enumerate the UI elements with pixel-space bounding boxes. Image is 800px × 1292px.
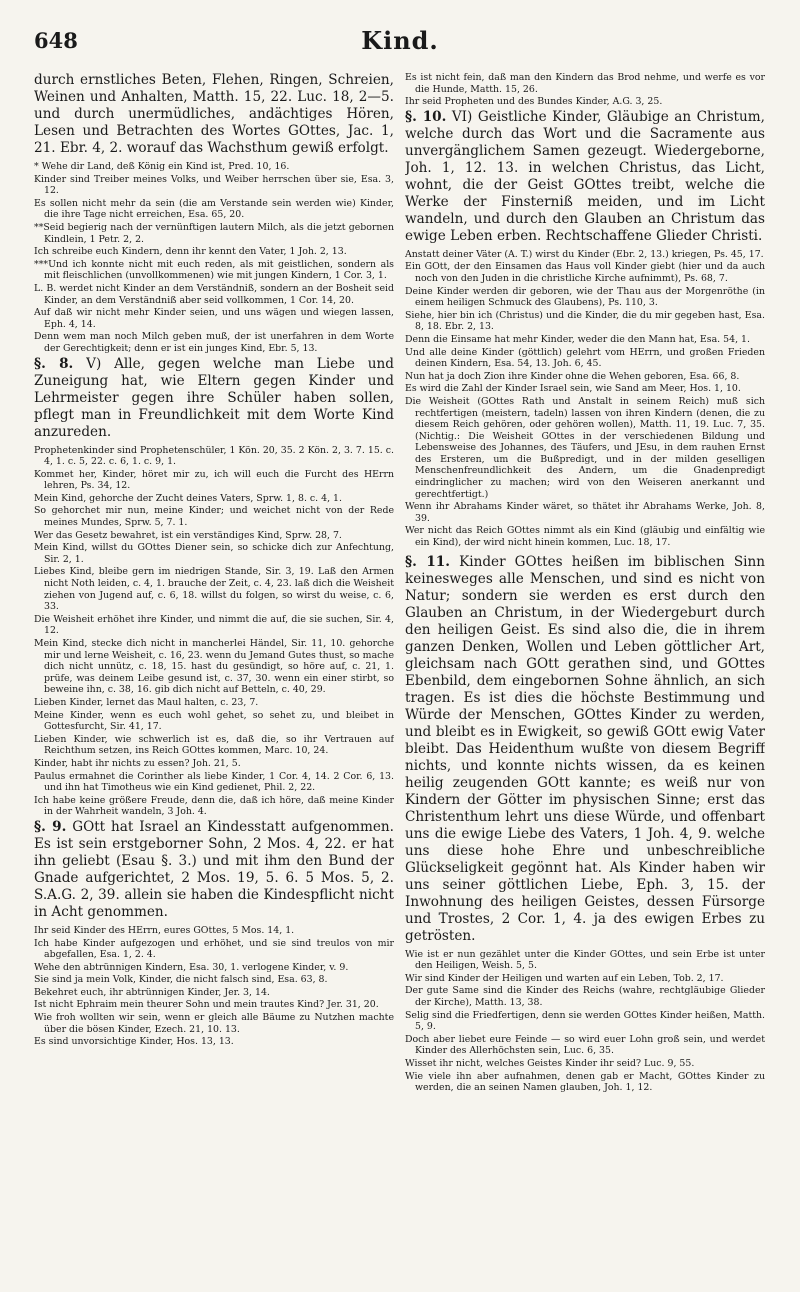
citation-line bbox=[34, 259, 394, 282]
citation-text: Wer das Gesetz bewahret, ist ein verständiges Kind, Sprw. 28, 7. bbox=[34, 529, 342, 541]
citation-text: Wenn ihr Abrahams Kinder wäret, so thätet ihr Abrahams Werke, Joh. 8, 39. bbox=[405, 501, 765, 524]
citation-line bbox=[405, 949, 765, 972]
citation-line bbox=[405, 985, 765, 1008]
citation-text: Prophetenkinder sind Prophetenschüler, 1 Kön. 20, 35. 2 Kön. 2, 3. 7. 15. c. 4, 1. c. 5, 22. c. 6, 1. c. 9, 1. bbox=[34, 444, 394, 468]
citation-text: Mein Kind, willst du GOttes Diener sein, so schicke dich zur Anfechtung, Sir. 2, 1. bbox=[34, 542, 394, 565]
citation-line bbox=[405, 501, 765, 524]
citation-line bbox=[34, 758, 394, 770]
citation-line bbox=[34, 331, 394, 354]
citation-text: Die Weisheit (GOttes Rath und Anstalt in seinem Reich) muß sich rechtfertigen (meistern, tadeln) lassen von ihren Kindern (denen, die zu diesem Reich gehören, oder gehören wollen), Matth. 11, 19. Luc. 7, 35. (Nichtig.: Die Weisheit GOttes in der verschiedenen Bildung und Lebensweise des Johannes, des Täufers, und JEsu, in dem rauhen Ernst des Ersteren, um die Bußpredigt, und in der milden geselligen Menschenfreundlichkeit des Andern, um die Gnadenpredigt eindringlicher zu machen; wird von den Weiseren anerkannt und gerechtfertigt.) bbox=[405, 395, 765, 500]
citation-text: Denn wem man noch Milch geben muß, der ist unerfahren in dem Worte der Gerechtigkeit; denn er ist ein junges Kind, Ebr. 5, 13. bbox=[34, 331, 394, 354]
citation-text: Ein GOtt, der den Einsamen das Haus voll Kinder giebt (hier und da auch noch von den Juden in die christliche Kirche aufnimmt), Ps. 68, 7. bbox=[405, 261, 765, 284]
paragraph-text: VI) Geistliche Kinder, Gläubige an Christum, welche durch das Wort und die Sacramente aus unvergänglichem Samen gezeugt. Wiedergeborne, Joh. 1, 12. 13. in welchen Christus, das Licht, wohnt, die der Geist GOttes treibt, welche die Werke der Finsterniß meiden, und im Licht wandeln, und durch den Glauben an Christum das ewige Leben erben. Rechtschaffene Glieder Christi. bbox=[405, 108, 765, 244]
citation-line bbox=[34, 445, 394, 468]
citation-text: Wir sind Kinder der Heiligen und warten auf ein Leben, Tob. 2, 17. bbox=[405, 972, 724, 984]
citation-text: Wie viele ihn aber aufnahmen, denen gab er Macht, GOttes Kinder zu werden, die an seinen Namen glauben, Joh. 1, 12. bbox=[405, 1070, 765, 1094]
citation-text: Paulus ermahnet die Corinther als liebe Kinder, 1 Cor. 4, 14. 2 Cor. 6, 13. und ihn hat Timotheus wie ein Kind gedienet, Phil. 2, 22. bbox=[34, 770, 394, 794]
citation-text: Ist nicht Ephraim mein theurer Sohn und mein trautes Kind? Jer. 31, 20. bbox=[34, 999, 379, 1011]
paragraph-text: Kinder GOttes heißen im biblischen Sinn keinesweges alle Menschen, und sind es nicht von Natur; sondern sie werden es erst durch den Glauben an Christum, in der Wiedergeburt durch den heiligen Geist. Es sind also die, die in ihrem ganzen Denken, Wollen und Leben göttlicher Art, gleichsam nach GOtt gerathen sind, und GOttes Ebenbild, dem eingebornen Sohne ähnlich, an sich tragen. Es ist dies die höchste Bestimmung und Würde der Menschen, GOttes Kinder zu werden, und bleibt es in Ewigkeit, so gewiß GOtt ewig Vater bleibt. Das Heidenthum wußte von diesem Begriff nichts, und konnte nichts wissen, da es keinen heilig zeugenden GOtt kannte; es weiß nur von Kindern der Götter im physischen Sinne; erst das Christenthum lehrt uns diese Würde, und offenbart uns die ewige Liebe des Vaters, 1 Joh. 4, 9. welche uns diese hohe Ehre und unbeschreibliche Glückseligkeit gegönnt hat. Als Kinder haben wir uns seiner göttlichen Liebe, Eph. 3, 15. der Inwohnung des heiligen Geistes, dessen Fürsorge und Trostes, 2 Cor. 1, 4. ja des ewigen Erbes zu getrösten. bbox=[405, 553, 765, 944]
citation-text: ***Und ich konnte nicht mit euch reden, als mit geistlichen, sondern als mit fleischlichen (unvollkommenen) wie mit jungen Kindern, 1 Cor. 3, 1. bbox=[34, 258, 394, 282]
body-paragraph bbox=[34, 72, 394, 157]
citation-text: Die Weisheit erhöhet ihre Kinder, und nimmt die auf, die sie suchen, Sir. 4, 12. bbox=[34, 613, 394, 637]
citation-line bbox=[34, 697, 394, 709]
body-paragraph bbox=[405, 109, 765, 245]
citation-line bbox=[405, 72, 765, 95]
citation-line bbox=[34, 469, 394, 492]
citation-line bbox=[405, 973, 765, 985]
paragraph-text: durch ernstliches Beten, Flehen, Ringen, Schreien, Weinen und Anhalten, Matth. 15, 22. Luc. 18, 2—5. und durch unermüdliches, andächtiges Hören, Lesen und Betrachten des Wortes GOttes, Jac. 1, 21. Ebr. 4, 2. worauf das Wachsthum gewiß erfolgt. bbox=[34, 72, 394, 156]
citation-text: Wie ist er nun gezählet unter die Kinder GOttes, und sein Erbe ist unter den Heiligen, Weish. 5, 5. bbox=[405, 948, 765, 972]
section-number: §. 10. bbox=[405, 108, 447, 125]
citation-text: Sie sind ja mein Volk, Kinder, die nicht falsch sind, Esa. 63, 8. bbox=[34, 974, 328, 986]
right-column bbox=[405, 72, 765, 1282]
citation-text: Ihr seid Propheten und des Bundes Kinder, A.G. 3, 25. bbox=[405, 96, 663, 108]
citation-line bbox=[405, 1071, 765, 1094]
citation-line bbox=[34, 962, 394, 974]
citation-text: Anstatt deiner Väter (A. T.) wirst du Kinder (Ebr. 2, 13.) kriegen, Ps. 45, 17. bbox=[405, 248, 764, 260]
citation-line bbox=[34, 542, 394, 565]
citation-line bbox=[34, 222, 394, 245]
citation-line bbox=[34, 925, 394, 937]
citation-line bbox=[405, 347, 765, 370]
citation-line bbox=[34, 771, 394, 794]
citation-line bbox=[34, 734, 394, 757]
citation-line bbox=[405, 310, 765, 333]
citation-text: Auf daß wir nicht mehr Kinder seien, und uns wägen und wiegen lassen, Eph. 4, 14. bbox=[34, 307, 394, 330]
citation-text: Mein Kind, gehorche der Zucht deines Vaters, Sprw. 1, 8. c. 4, 1. bbox=[34, 492, 342, 504]
paragraph-text: V) Alle, gegen welche man Liebe und Zuneigung hat, wie Eltern gegen Kinder und Lehrmeister gegen ihre Schüler haben sollen, pflegt man in Freundlichkeit mit dem Worte Kind anzureden. bbox=[34, 355, 394, 440]
citation-line bbox=[34, 246, 394, 258]
running-headword: Kind. bbox=[361, 26, 439, 55]
citation-text: Ich habe Kinder aufgezogen und erhöhet, und sie sind treulos von mir abgefallen, Esa. 1, 2. 4. bbox=[34, 937, 394, 961]
citation-line bbox=[34, 974, 394, 986]
citation-text: Es sollen nicht mehr da sein (die am Verstande sein werden wie) Kinder, die ihre Tage nicht erreichen, Esa. 65, 20. bbox=[34, 197, 394, 221]
citation-text: Ich schreibe euch Kindern, denn ihr kennt den Vater, 1 Joh. 2, 13. bbox=[34, 246, 347, 258]
citation-line bbox=[405, 371, 765, 383]
citation-line bbox=[34, 505, 394, 528]
citation-line bbox=[34, 614, 394, 637]
citation-line bbox=[405, 1058, 765, 1070]
citation-line bbox=[34, 1036, 394, 1048]
citation-text: Kinder sind Treiber meines Volks, und Weiber herrschen über sie, Esa. 3, 12. bbox=[34, 173, 394, 197]
citation-line bbox=[405, 1034, 765, 1057]
citation-line bbox=[34, 987, 394, 999]
citation-text: L. B. werdet nicht Kinder an dem Verständniß, sondern an der Bosheit seid Kinder, an dem Verständniß aber seid vollkommen, 1 Cor. 14, 20. bbox=[34, 282, 394, 306]
citation-text: Lieben Kinder, wie schwerlich ist es, daß die, so ihr Vertrauen auf Reichthum setzen, ins Reich GOttes kommen, Marc. 10, 24. bbox=[34, 733, 394, 757]
section-number: §. 8. bbox=[34, 355, 74, 372]
citation-line bbox=[405, 334, 765, 346]
citation-text: Es sind unvorsichtige Kinder, Hos. 13, 13. bbox=[34, 1036, 234, 1048]
citation-line bbox=[34, 174, 394, 197]
citation-text: Wer nicht das Reich GOttes nimmt als ein Kind (gläubig und einfältig wie ein Kind), der wird nicht hinein kommen, Luc. 18, 17. bbox=[405, 525, 765, 549]
citation-line bbox=[34, 638, 394, 696]
citation-text: Selig sind die Friedfertigen, denn sie werden GOttes Kinder heißen, Matth. 5, 9. bbox=[405, 1009, 765, 1033]
citation-text: Denn die Einsame hat mehr Kinder, weder die den Mann hat, Esa. 54, 1. bbox=[405, 333, 750, 345]
citation-line bbox=[405, 286, 765, 309]
citation-line bbox=[34, 999, 394, 1011]
body-paragraph bbox=[405, 554, 765, 945]
citation-line bbox=[34, 710, 394, 733]
citation-line bbox=[405, 1010, 765, 1033]
citation-text: Wie froh wollten wir sein, wenn er gleich alle Bäume zu Nutzhen machte über die bösen Kinder, Ezech. 21, 10. 13. bbox=[34, 1012, 394, 1035]
citation-text: Mein Kind, stecke dich nicht in mancherlei Händel, Sir. 11, 10. gehorche mir und lerne Weisheit, c. 16, 23. wenn du Jemand Gutes thust, so mache dich nicht unnütz, c. 18, 15. hast du gesündigt, so höre auf, c. 21, 1. prüfe, was deinem Leibe gesund ist, c. 37, 30. wenn ein einer stirbt, so beweine ihn, c. 38, 16. gib dich nicht auf Betteln, c. 40, 29. bbox=[34, 638, 394, 696]
citation-text: Wisset ihr nicht, welches Geistes Kinder ihr seid? Luc. 9, 55. bbox=[405, 1057, 695, 1069]
citation-text: Meine Kinder, wenn es euch wohl gehet, so sehet zu, und bleibet in Gottesfurcht, Sir. 41, 17. bbox=[34, 709, 394, 733]
citation-text: * Wehe dir Land, deß König ein Kind ist, Pred. 10, 16. bbox=[34, 161, 290, 172]
page-number: 648 bbox=[34, 28, 78, 53]
left-column bbox=[34, 72, 394, 1282]
citation-text: Siehe, hier bin ich (Christus) und die Kinder, die du mir gegeben hast, Esa. 8, 18. Ebr. 2, 13. bbox=[405, 309, 765, 333]
citation-line bbox=[405, 261, 765, 284]
citation-line bbox=[34, 566, 394, 612]
citation-line bbox=[34, 198, 394, 221]
citation-text: Bekehret euch, ihr abtrünnigen Kinder, Jer. 3, 14. bbox=[34, 986, 270, 998]
citation-text: Der gute Same sind die Kinder des Reichs (wahre, rechtgläubige Glieder der Kirche), Matth. 13, 38. bbox=[405, 985, 765, 1008]
citation-line bbox=[34, 161, 394, 173]
citation-line bbox=[34, 307, 394, 330]
citation-line bbox=[34, 938, 394, 961]
citation-line bbox=[405, 249, 765, 261]
citation-text: Es wird die Zahl der Kinder Israel sein, wie Sand am Meer, Hos. 1, 10. bbox=[405, 383, 741, 395]
citation-line bbox=[34, 530, 394, 542]
citation-text: Ihr seid Kinder des HErrn, eures GOttes, 5 Mos. 14, 1. bbox=[34, 924, 295, 936]
citation-line bbox=[405, 383, 765, 395]
citation-line bbox=[34, 1012, 394, 1035]
body-paragraph bbox=[34, 356, 394, 441]
citation-text: So gehorchet mir nun, meine Kinder; und weichet nicht von der Rede meines Mundes, Sprw. 5, 7. 1. bbox=[34, 505, 394, 529]
section-number: §. 11. bbox=[405, 553, 450, 570]
citation-text: Ich habe keine größere Freude, denn die, daß ich höre, daß meine Kinder in der Wahrheit wandeln, 3 Joh. 4. bbox=[34, 794, 394, 818]
page-header bbox=[34, 18, 766, 58]
citation-text: Kinder, habt ihr nichts zu essen? Joh. 21, 5. bbox=[34, 757, 241, 769]
citation-line bbox=[34, 283, 394, 306]
citation-line bbox=[34, 493, 394, 505]
citation-text: Wehe den abtrünnigen Kindern, Esa. 30, 1. verlogene Kinder, v. 9. bbox=[34, 961, 349, 973]
citation-line bbox=[405, 396, 765, 500]
citation-text: Doch aber liebet eure Feinde — so wird euer Lohn groß sein, und werdet Kinder des Allerhöchsten sein, Luc. 6, 35. bbox=[405, 1033, 765, 1057]
citation-text: Und alle deine Kinder (göttlich) gelehrt vom HErrn, und großen Frieden deinen Kindern, Esa. 54, 13. Joh. 6, 45. bbox=[405, 346, 765, 370]
section-number: §. 9. bbox=[34, 818, 67, 835]
citation-text: Nun hat ja doch Zion ihre Kinder ohne die Wehen geboren, Esa. 66, 8. bbox=[405, 370, 740, 382]
citation-text: Liebes Kind, bleibe gern im niedrigen Stande, Sir. 3, 19. Laß den Armen nicht Noth leiden, c. 4, 1. brauche der Zeit, c. 4, 23. laß dich die Weisheit ziehen von Jugend auf, c. 6, 18. willst du folgen, so wirst du weise, c. 6, 33. bbox=[34, 566, 394, 613]
citation-text: Kommet her, Kinder, höret mir zu, ich will euch die Furcht des HErrn lehren, Ps. 34, 12. bbox=[34, 468, 394, 492]
citation-text: Lieben Kinder, lernet das Maul halten, c. 23, 7. bbox=[34, 696, 259, 708]
citation-text: **Seid begierig nach der vernünftigen lautern Milch, als die jetzt gebornen Kindlein, 1 Petr. 2, 2. bbox=[34, 221, 394, 245]
citation-line bbox=[405, 96, 765, 108]
paragraph-text: GOtt hat Israel an Kindesstatt aufgenommen. Es ist sein erstgeborner Sohn, 2 Mos. 4, 22. er hat ihn geliebt (Esau §. 3.) und mit ihm den Bund der Gnade aufgerichtet, 2 Mos. 19, 5. 6. 5 Mos. 5, 2. S.A.G. 2, 39. allein sie haben die Kindespflicht nicht in Acht genommen. bbox=[34, 818, 394, 920]
citation-text: Deine Kinder werden dir geboren, wie der Thau aus der Morgenröthe (in einem heiligen Schmuck des Glaubens), Ps. 110, 3. bbox=[405, 285, 765, 309]
citation-line bbox=[405, 525, 765, 548]
body-paragraph bbox=[34, 819, 394, 921]
citation-line bbox=[34, 795, 394, 818]
citation-text: Es ist nicht fein, daß man den Kindern das Brod nehme, und werfe es vor die Hunde, Matth. 15, 26. bbox=[405, 72, 765, 95]
